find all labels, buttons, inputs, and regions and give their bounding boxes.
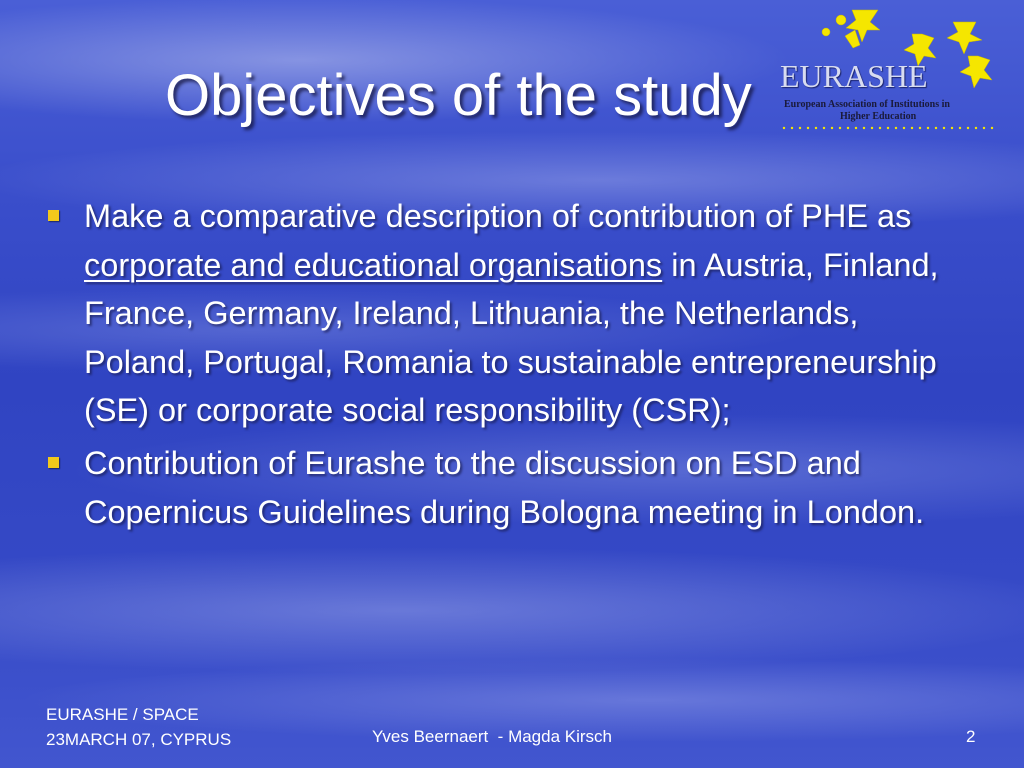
footer-event-line2: 23MARCH 07, CYPRUS <box>46 730 232 749</box>
slide-title: Objectives of the study <box>165 63 752 128</box>
logo-subtitle-line1: European Association of Institutions in <box>784 99 950 110</box>
square-bullet-icon <box>48 210 59 221</box>
eurashe-logo <box>770 0 1020 145</box>
underlined-text: corporate and educational organisations <box>84 246 663 283</box>
logo-wordmark: EURASHE <box>780 58 928 94</box>
bullet-text-segment: Make a <box>84 198 200 234</box>
square-bullet-icon <box>48 457 59 468</box>
bullet-item <box>48 439 968 536</box>
bullet-item <box>48 192 968 435</box>
bullet-text <box>84 445 924 530</box>
footer-event-line1: EURASHE / SPACE <box>46 705 199 724</box>
emphasis-text: comparative description <box>199 198 543 234</box>
bullet-text <box>84 198 939 428</box>
footer-event-info <box>46 702 231 752</box>
bullet-text-segment: Contribution of Eurashe to the discussion on ESD and Copernicus Guidelines during Bologna meeting in London. <box>84 444 925 530</box>
bullet-text-segment: of contribution of PHE as <box>542 198 912 234</box>
bullet-text-segment: in Austria, Finland, France, Germany, Ireland, Lithuania, the Netherlands, Poland, Portugal, Romania to sustainable entrepreneurship (SE) or corporate social responsibility (CSR); <box>84 246 939 429</box>
slide-number: 2 <box>966 727 976 746</box>
footer-authors: Yves Beernaert - Magda Kirsch <box>372 727 613 746</box>
logo-subtitle-line2: Higher Education <box>840 111 917 122</box>
bullet-list <box>48 192 968 540</box>
